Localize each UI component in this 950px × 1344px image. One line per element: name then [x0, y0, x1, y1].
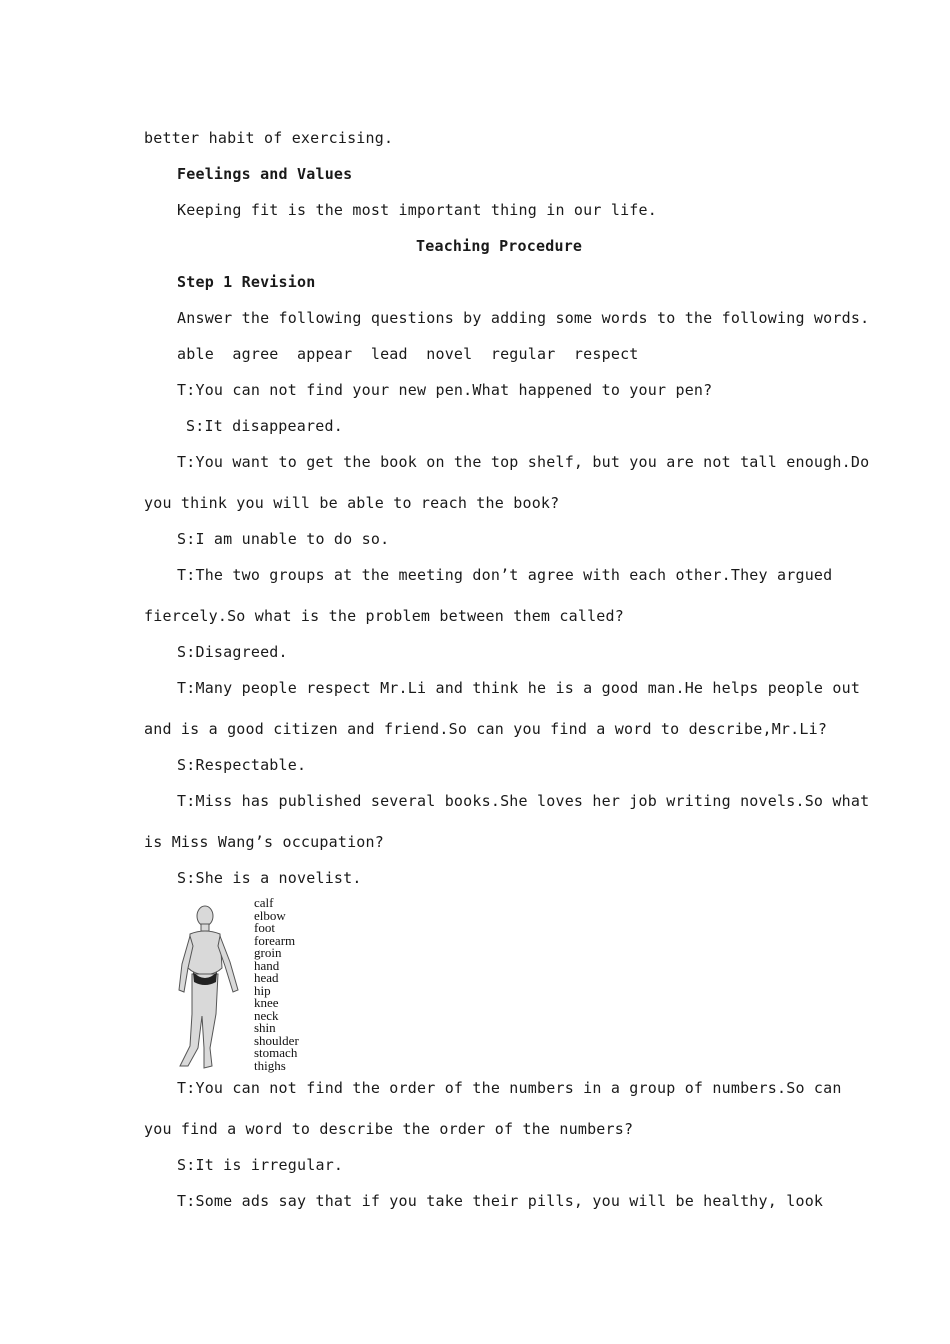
- body-label: stomach: [254, 1045, 298, 1060]
- section-heading-step1: Step 1 Revision: [177, 273, 316, 291]
- body-label: shoulder: [254, 1032, 299, 1048]
- body-label: neck: [254, 1007, 279, 1023]
- body-label: shin: [254, 1020, 276, 1035]
- student-line: S:I am unable to do so.: [177, 530, 390, 548]
- body-part-labels: [254, 897, 299, 1072]
- teacher-line: T:Many people respect Mr.Li and think he is a good man.He helps people out: [177, 679, 861, 697]
- paragraph-text: Keeping fit is the most important thing in our life.: [177, 201, 657, 219]
- section-heading-procedure: Teaching Procedure: [416, 237, 583, 255]
- student-line: S:She is a novelist.: [177, 869, 362, 887]
- student-line: S:Respectable.: [177, 756, 307, 774]
- teacher-line-cont: and is a good citizen and friend.So can you find a word to describe,Mr.Li?: [144, 720, 828, 738]
- teacher-line-cont: you find a word to describe the order of the numbers?: [144, 1120, 634, 1138]
- body-label: thighs: [254, 1057, 286, 1073]
- body-label: groin: [254, 945, 282, 960]
- body-label: head: [254, 970, 279, 985]
- paragraph-text: better habit of exercising.: [144, 129, 394, 147]
- section-heading-feelings: Feelings and Values: [177, 165, 353, 183]
- student-line: S:Disagreed.: [177, 643, 288, 661]
- student-line: S:It is irregular.: [177, 1156, 344, 1174]
- body-label: forearm: [254, 932, 296, 948]
- body-label: foot: [254, 920, 275, 935]
- teacher-line: T:You want to get the book on the top shelf, but you are not tall enough.Do: [177, 453, 870, 471]
- teacher-line-cont: is Miss Wang’s occupation?: [144, 833, 384, 851]
- body-label: hand: [254, 957, 280, 973]
- body-label: hip: [254, 982, 271, 998]
- word-list: able agree appear lead novel regular respect: [177, 345, 639, 363]
- teacher-line-cont: you think you will be able to reach the book?: [144, 494, 560, 512]
- teacher-line-cont: fiercely.So what is the problem between them called?: [144, 607, 624, 625]
- teacher-line: T:You can not find your new pen.What happened to your pen?: [177, 381, 713, 399]
- teacher-line: T:Some ads say that if you take their pills, you will be healthy, look: [177, 1192, 824, 1210]
- student-line: S:It disappeared.: [186, 417, 343, 435]
- body-label: knee: [254, 995, 279, 1010]
- teacher-line: T:Miss has published several books.She loves her job writing novels.So what: [177, 792, 870, 810]
- body-label: elbow: [254, 907, 286, 923]
- body-label: calf: [254, 895, 274, 910]
- paragraph-text: Answer the following questions by adding some words to the following words.: [177, 309, 870, 327]
- teacher-line: T:The two groups at the meeting don’t agree with each other.They argued: [177, 566, 833, 584]
- teacher-line: T:You can not find the order of the numbers in a group of numbers.So can: [177, 1079, 842, 1097]
